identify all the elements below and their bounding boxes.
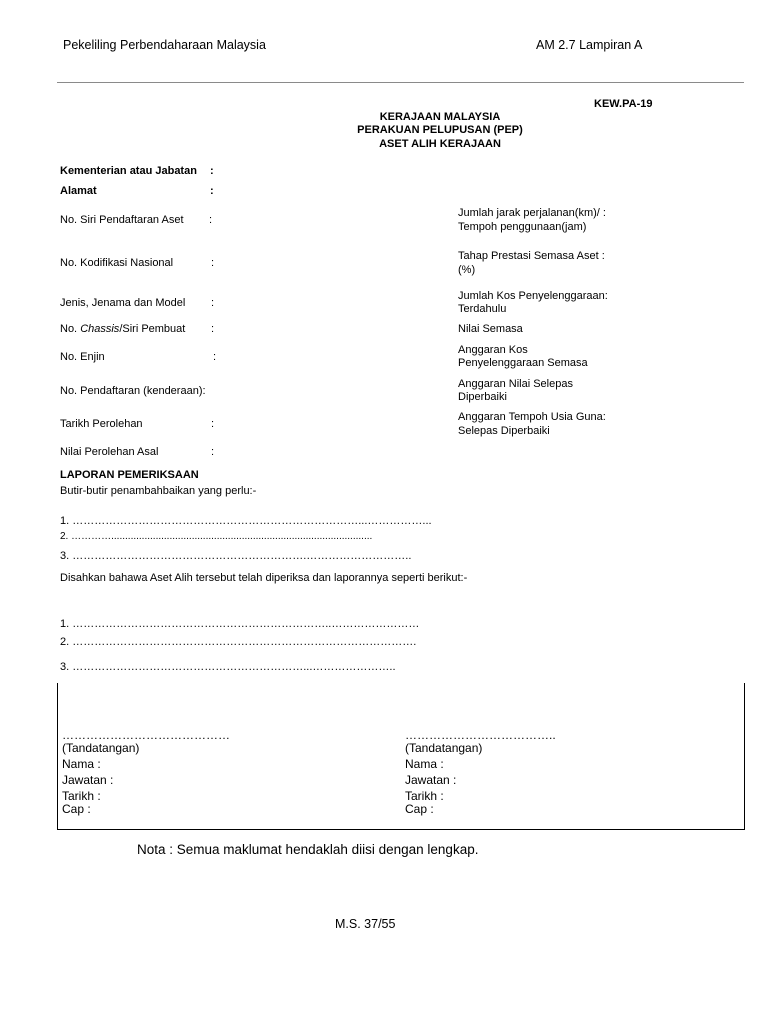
right-cap-label: Cap : bbox=[405, 802, 434, 816]
improvement-line-2: 2. ………….............................................................................................. bbox=[60, 531, 373, 542]
field-pendaftaran-label: No. Pendaftaran (kenderaan): bbox=[60, 385, 206, 397]
address-colon: : bbox=[210, 185, 214, 197]
ministry-colon: : bbox=[210, 165, 214, 177]
field-jarak-label-1: Jumlah jarak perjalanan(km)/ : bbox=[458, 207, 606, 219]
header-left-title: Pekeliling Perbendaharaan Malaysia bbox=[63, 38, 266, 52]
laporan-title: LAPORAN PEMERIKSAAN bbox=[60, 469, 199, 481]
improvement-line-3: 3. ……………………………………………………….……………………….. bbox=[60, 550, 412, 562]
confirm-line-2: 2. …………………………………………………………………………………. bbox=[60, 636, 417, 648]
signature-box-bottom-border bbox=[57, 829, 745, 830]
field-jenis-colon: : bbox=[211, 297, 215, 309]
field-chassis-colon: : bbox=[211, 323, 215, 335]
address-label: Alamat bbox=[60, 185, 97, 197]
field-chassis-label bbox=[60, 323, 185, 336]
field-nilai-semasa-label: Nilai Semasa bbox=[458, 323, 523, 335]
confirm-text: Disahkan bahawa Aset Alih tersebut telah diperiksa dan laporannya seperti berikut:- bbox=[60, 572, 468, 584]
field-nilai-asal-label: Nilai Perolehan Asal bbox=[60, 446, 159, 458]
confirm-line-3: 3. ………………………………………………………...………………….. bbox=[60, 661, 396, 673]
form-title-line-2: PERAKUAN PELUPUSAN (PEP) bbox=[357, 124, 523, 136]
field-kodifikasi-colon: : bbox=[211, 257, 215, 269]
signature-box-right-border bbox=[744, 683, 745, 830]
left-nama-label: Nama : bbox=[62, 757, 101, 771]
confirm-line-1: 1. ……………………………………………………………..…………………… bbox=[60, 618, 420, 630]
right-tarikh-label: Tarikh : bbox=[405, 789, 444, 803]
field-prestasi-label-1: Tahap Prestasi Semasa Aset : bbox=[458, 250, 605, 262]
left-cap-label: Cap : bbox=[62, 802, 91, 816]
chassis-prefix: No. bbox=[60, 323, 81, 335]
page-number: M.S. 37/55 bbox=[335, 917, 396, 931]
field-anggaran-kos-label-1: Anggaran Kos bbox=[458, 344, 528, 356]
nota-text: Nota : Semua maklumat hendaklah diisi dengan lengkap. bbox=[137, 842, 479, 857]
field-jenis-label: Jenis, Jenama dan Model bbox=[60, 297, 186, 309]
form-code: KEW.PA-19 bbox=[594, 98, 653, 110]
field-enjin-colon: : bbox=[213, 351, 217, 363]
field-anggaran-nilai-label-1: Anggaran Nilai Selepas bbox=[458, 378, 573, 390]
ministry-label: Kementerian atau Jabatan bbox=[60, 165, 197, 177]
field-tarikh-colon: : bbox=[211, 418, 215, 430]
field-kos-label-2: Terdahulu bbox=[458, 303, 507, 315]
left-signature-label: (Tandatangan) bbox=[62, 741, 140, 755]
form-title-line-3: ASET ALIH KERAJAAN bbox=[379, 138, 501, 150]
field-prestasi-label-2: (%) bbox=[458, 264, 476, 276]
chassis-italic: Chassis bbox=[80, 323, 120, 335]
form-title-line-1: KERAJAAN MALAYSIA bbox=[379, 111, 501, 123]
signature-box-left-border bbox=[57, 683, 58, 830]
field-siri-label: No. Siri Pendaftaran Aset bbox=[60, 214, 184, 226]
field-jarak-label-2: Tempoh penggunaan(jam) bbox=[458, 221, 587, 233]
left-tarikh-label: Tarikh : bbox=[62, 789, 101, 803]
field-tempoh-label-2: Selepas Diperbaiki bbox=[458, 425, 550, 437]
field-kos-label-1: Jumlah Kos Penyelenggaraan: bbox=[458, 290, 608, 302]
right-jawatan-label: Jawatan : bbox=[405, 773, 457, 787]
laporan-subtitle: Butir-butir penambahbaikan yang perlu:- bbox=[60, 485, 257, 497]
improvement-line-1: 1. ……………………………………………………………………...……………... bbox=[60, 515, 432, 527]
field-siri-colon: : bbox=[209, 214, 213, 226]
field-anggaran-kos-label-2: Penyelenggaraan Semasa bbox=[458, 357, 588, 369]
field-enjin-label: No. Enjin bbox=[60, 351, 105, 363]
left-jawatan-label: Jawatan : bbox=[62, 773, 114, 787]
field-kodifikasi-label: No. Kodifikasi Nasional bbox=[60, 257, 174, 269]
header-right-reference: AM 2.7 Lampiran A bbox=[536, 38, 643, 52]
field-nilai-asal-colon: : bbox=[211, 446, 215, 458]
right-signature-dots: ……………………………….. bbox=[405, 728, 556, 742]
right-nama-label: Nama : bbox=[405, 757, 444, 771]
left-signature-dots: …………………………………… bbox=[62, 728, 230, 742]
field-anggaran-nilai-label-2: Diperbaiki bbox=[458, 391, 507, 403]
form-top-border bbox=[57, 82, 744, 83]
field-tempoh-label-1: Anggaran Tempoh Usia Guna: bbox=[458, 411, 606, 423]
chassis-suffix: /Siri Pembuat bbox=[119, 323, 186, 335]
right-signature-label: (Tandatangan) bbox=[405, 741, 483, 755]
field-tarikh-label: Tarikh Perolehan bbox=[60, 418, 143, 430]
